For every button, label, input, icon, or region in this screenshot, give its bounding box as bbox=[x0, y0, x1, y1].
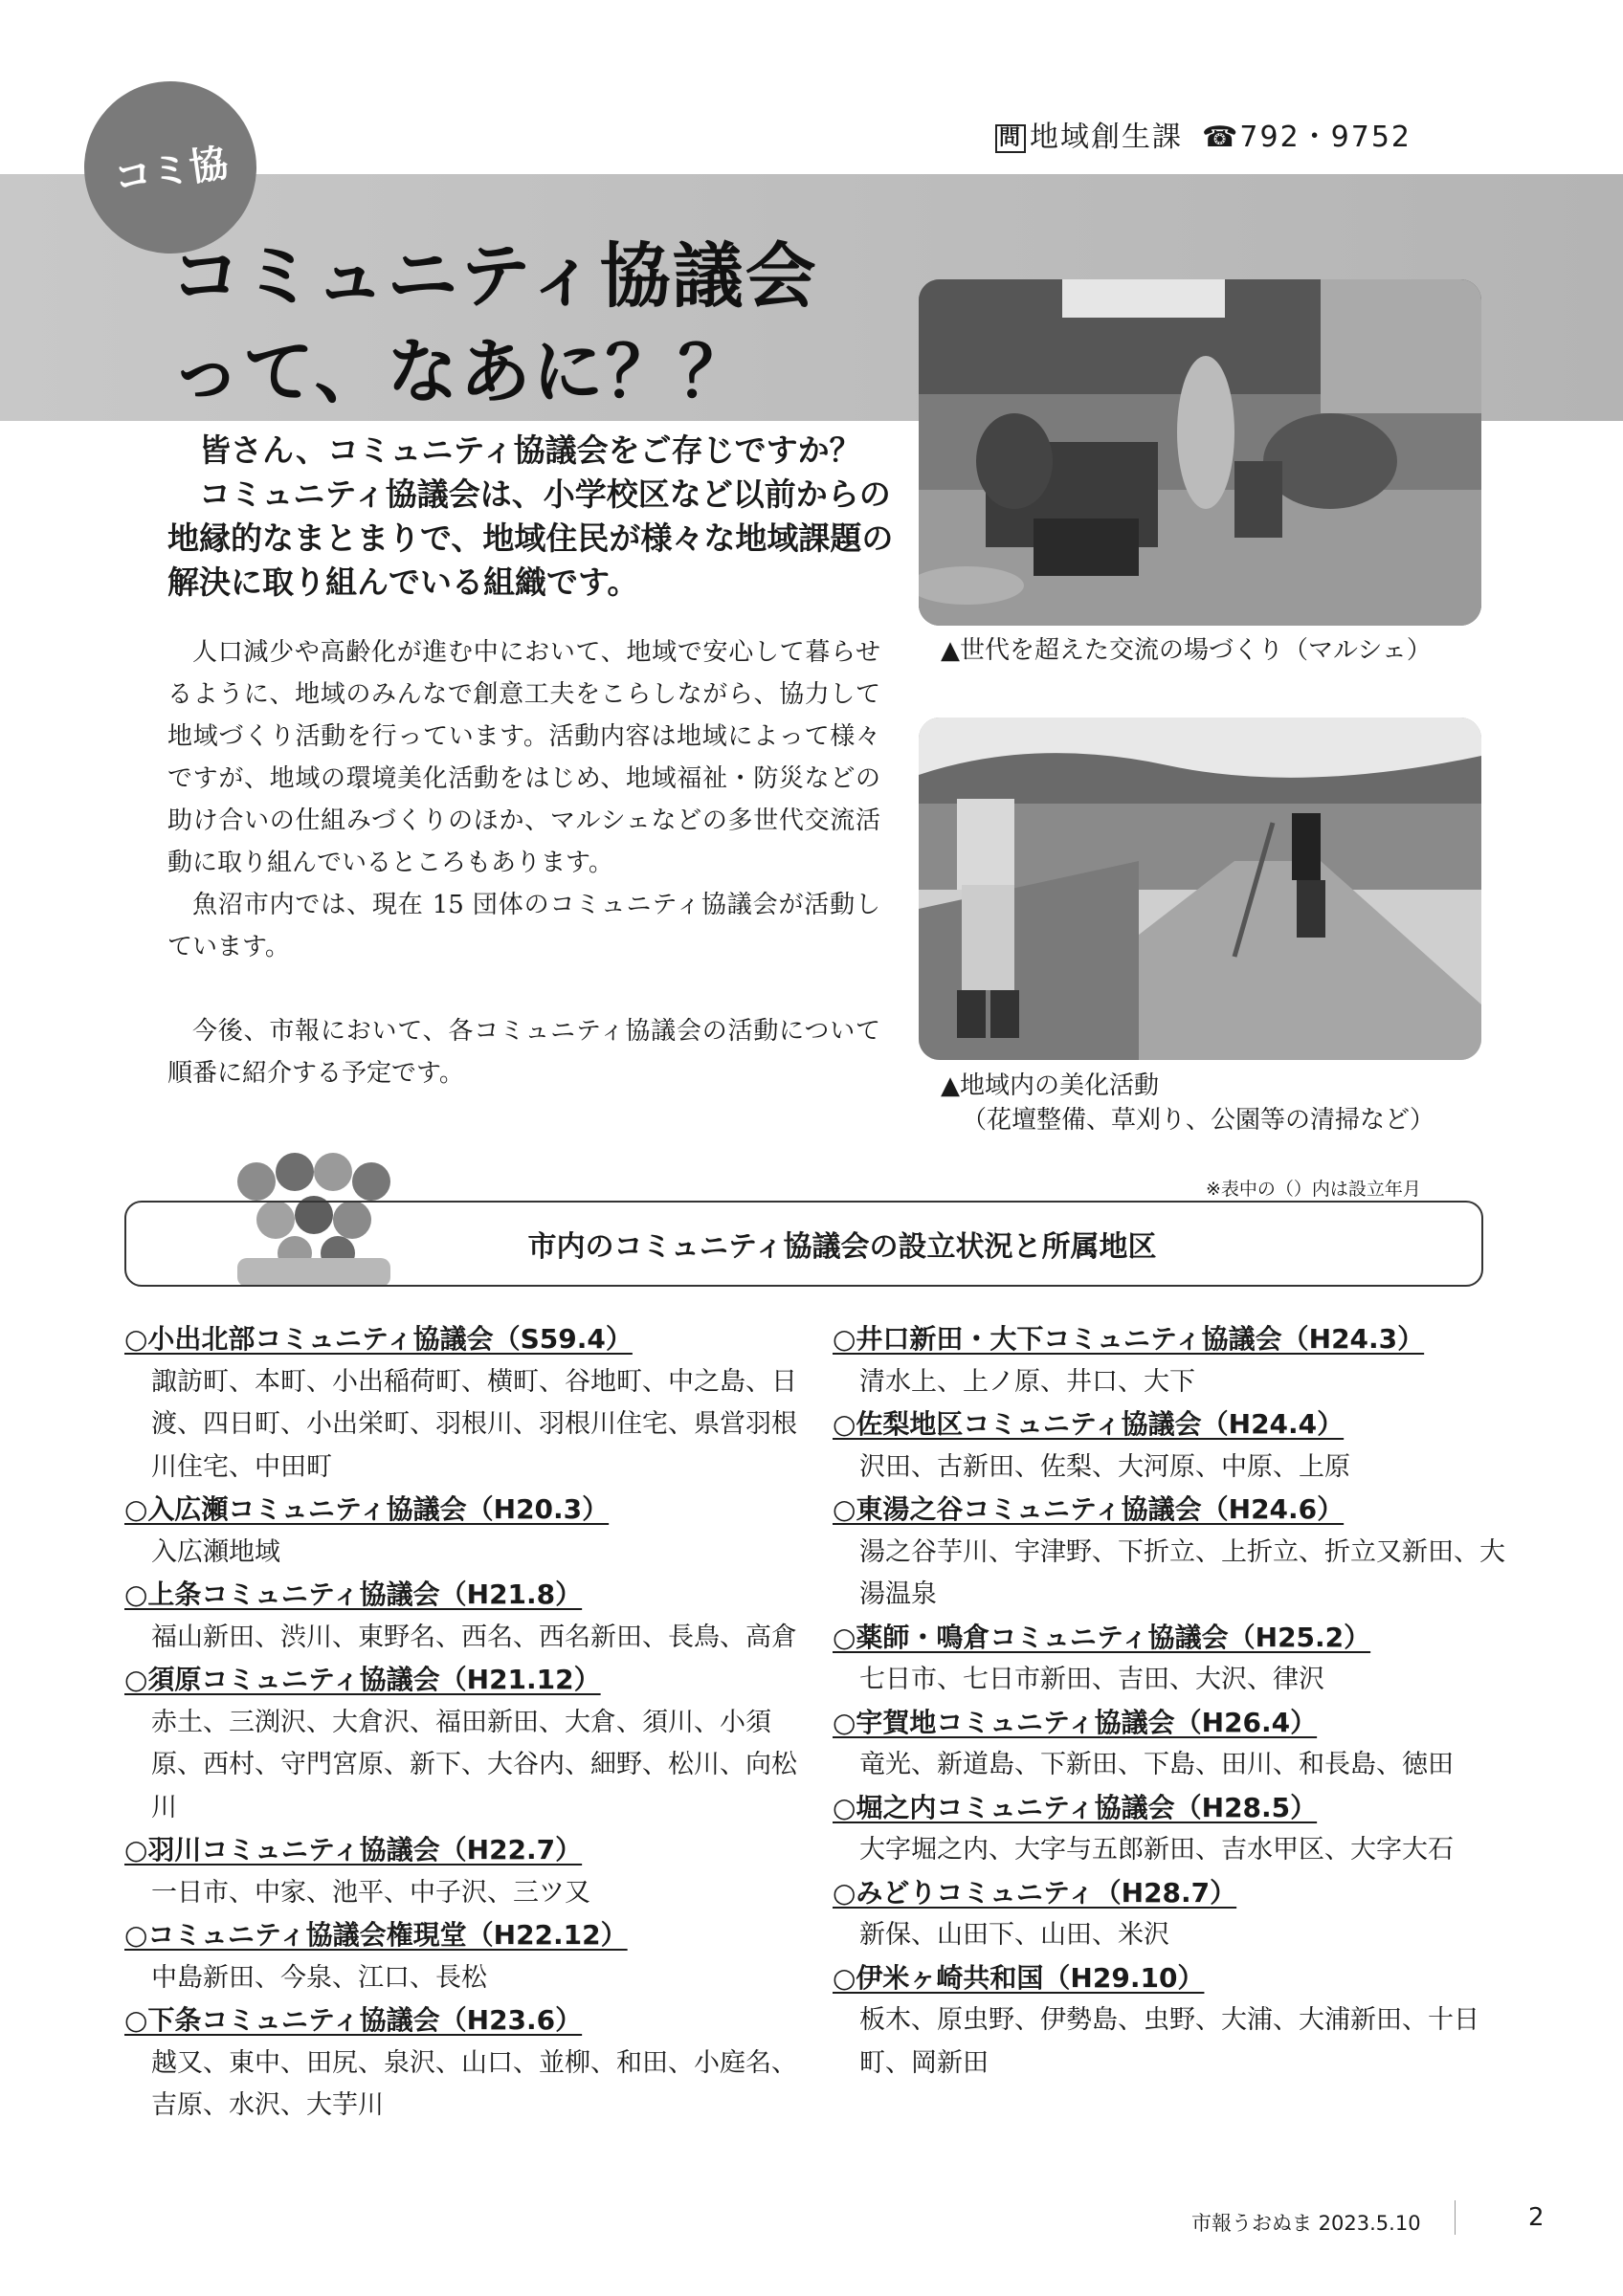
body-paragraph: 魚沼市内では、現在 15 団体のコミュニティ協議会が活動しています。 bbox=[167, 891, 880, 961]
council-name: ○薬師・鳴倉コミュニティ協議会（H25.2） bbox=[833, 1621, 1371, 1653]
lead-text bbox=[167, 429, 895, 605]
list-item bbox=[833, 1489, 1522, 1617]
table-note: ※表中の（）内は設立年月 bbox=[1206, 1179, 1421, 1200]
list-item bbox=[124, 1489, 813, 1574]
council-name: ○井口新田・大下コミュニティ協議会（H24.3） bbox=[833, 1323, 1425, 1355]
list-item bbox=[124, 1574, 813, 1659]
council-areas: 赤土、三渕沢、大倉沢、福田新田、大倉、須川、小須原、西村、守門宮原、新下、大谷内、細野、松川、向松川 bbox=[151, 1707, 797, 1822]
council-name: ○上条コミュニティ協議会（H21.8） bbox=[124, 1578, 583, 1610]
lead-line: コミュニティ協議会は、小学校区など以前からの地縁的なまとまりで、地域住民が様々な地域課題の解決に取り組んでいる組織です。 bbox=[167, 475, 894, 601]
council-areas: 湯之谷芋川、宇津野、下折立、上折立、折立又新田、大湯温泉 bbox=[859, 1536, 1505, 1609]
photo-caption-detail: （花壇整備、草刈り、公園等の清掃など） bbox=[962, 1106, 1435, 1135]
council-name: ○入広瀬コミュニティ協議会（H20.3） bbox=[124, 1493, 610, 1525]
council-areas: 清水上、上ノ原、井口、大下 bbox=[859, 1366, 1195, 1397]
body-paragraph: 人口減少や高齢化が進む中において、地域で安心して暮らせるように、地域のみんなで創意工夫をこらしながら、協力して地域づくり活動を行っています。活動内容は地域によって様々ですが、地域の環境美化活動をはじめ、地域福祉・防災などの助け合いの仕組みづくりのほか、マルシェなどの多世代交流活動に取り組んでいるところもあります。 bbox=[167, 638, 880, 877]
publication-info: 市報うおぬま 2023.5.10 bbox=[1191, 2212, 1421, 2235]
contact-info bbox=[995, 113, 1412, 155]
cleanup-photo bbox=[919, 718, 1481, 1060]
council-areas: 福山新田、渋川、東野名、西名、西名新田、長鳥、高倉 bbox=[151, 1622, 797, 1652]
council-areas: 一日市、中家、池平、中子沢、三ツ又 bbox=[151, 1877, 590, 1908]
council-areas: 大字堀之内、大字与五郎新田、吉水甲区、大字大石 bbox=[859, 1835, 1454, 1865]
council-areas: 中島新田、今泉、江口、長松 bbox=[151, 1962, 487, 1993]
list-item bbox=[124, 1659, 813, 1829]
list-item bbox=[833, 1872, 1522, 1957]
council-areas: 入広瀬地域 bbox=[151, 1536, 280, 1567]
council-areas: 越又、東中、田尻、泉沢、山口、並柳、和田、小庭名、吉原、水沢、大芋川 bbox=[151, 2047, 797, 2120]
list-item bbox=[124, 1829, 813, 1914]
section-heading: 市内のコミュニティ協議会の設立状況と所属地区 bbox=[527, 1230, 1157, 1264]
inquiry-mark: 問 bbox=[995, 124, 1026, 153]
council-name: ○佐梨地区コミュニティ協議会（H24.4） bbox=[833, 1408, 1345, 1440]
list-item bbox=[833, 1702, 1522, 1787]
lead-line: 皆さん、コミュニティ協議会をご存じですか？ bbox=[199, 431, 861, 469]
list-item bbox=[833, 1403, 1522, 1489]
council-areas: 諏訪町、本町、小出稲荷町、横町、谷地町、中之島、日渡、四日町、小出栄町、羽根川、羽根川住宅、県営羽根川住宅、中田町 bbox=[151, 1366, 797, 1482]
council-name: ○伊米ヶ崎共和国（H29.10） bbox=[833, 1961, 1205, 1994]
list-item bbox=[124, 1914, 813, 1999]
category-badge: コミ協 bbox=[73, 70, 267, 264]
left-column bbox=[124, 1318, 813, 2128]
page-title-line2: って、なあに？？ bbox=[170, 331, 751, 413]
council-name: ○堀之内コミュニティ協議会（H28.5） bbox=[833, 1791, 1318, 1823]
page-title-line1: コミュニティ協議会 bbox=[170, 235, 818, 318]
council-name: ○小出北部コミュニティ協議会（S59.4） bbox=[124, 1323, 633, 1355]
body-text bbox=[167, 631, 880, 1094]
council-name: ○羽川コミュニティ協議会（H22.7） bbox=[124, 1834, 583, 1866]
list-item bbox=[833, 1957, 1522, 2086]
council-name: ○須原コミュニティ協議会（H21.12） bbox=[124, 1664, 601, 1695]
council-areas: 七日市、七日市新田、吉田、大沢、律沢 bbox=[859, 1665, 1324, 1694]
council-areas: 竜光、新道島、下新田、下島、田川、和長島、徳田 bbox=[859, 1750, 1454, 1779]
council-name: ○コミュニティ協議会権現堂（H22.12） bbox=[124, 1919, 628, 1951]
council-name: ○下条コミュニティ協議会（H23.6） bbox=[124, 2004, 583, 2036]
council-areas: 板木、原虫野、伊勢島、虫野、大浦、大浦新田、十日町、岡新田 bbox=[859, 2005, 1479, 2078]
section-heading-box bbox=[124, 1201, 1483, 1287]
phone-icon: ☎ bbox=[1202, 121, 1240, 154]
department: 地域創生課 bbox=[1030, 121, 1184, 154]
council-name: ○宇賀地コミュニティ協議会（H26.4） bbox=[833, 1706, 1318, 1738]
page-number: 2 bbox=[1528, 2203, 1545, 2232]
list-item bbox=[833, 1787, 1522, 1872]
list-item bbox=[833, 1617, 1522, 1702]
marche-photo bbox=[919, 279, 1481, 626]
list-item bbox=[124, 1999, 813, 2128]
right-column bbox=[833, 1318, 1522, 2085]
council-name: ○東湯之谷コミュニティ協議会（H24.6） bbox=[833, 1493, 1345, 1525]
phone-number: 792・9752 bbox=[1239, 121, 1412, 154]
council-areas: 沢田、古新田、佐梨、大河原、中原、上原 bbox=[859, 1451, 1350, 1482]
footer-divider bbox=[1455, 2200, 1456, 2235]
body-paragraph: 今後、市報において、各コミュニティ協議会の活動について順番に紹介する予定です。 bbox=[167, 1017, 880, 1088]
list-item bbox=[124, 1318, 813, 1489]
list-item bbox=[833, 1318, 1522, 1403]
photo-caption: ▲地域内の美化活動 bbox=[941, 1071, 1159, 1100]
council-name: ○みどりコミュニティ（H28.7） bbox=[833, 1876, 1237, 1909]
photo-caption: ▲世代を超えた交流の場づくり（マルシェ） bbox=[941, 636, 1432, 665]
council-areas: 新保、山田下、山田、米沢 bbox=[859, 1920, 1169, 1950]
